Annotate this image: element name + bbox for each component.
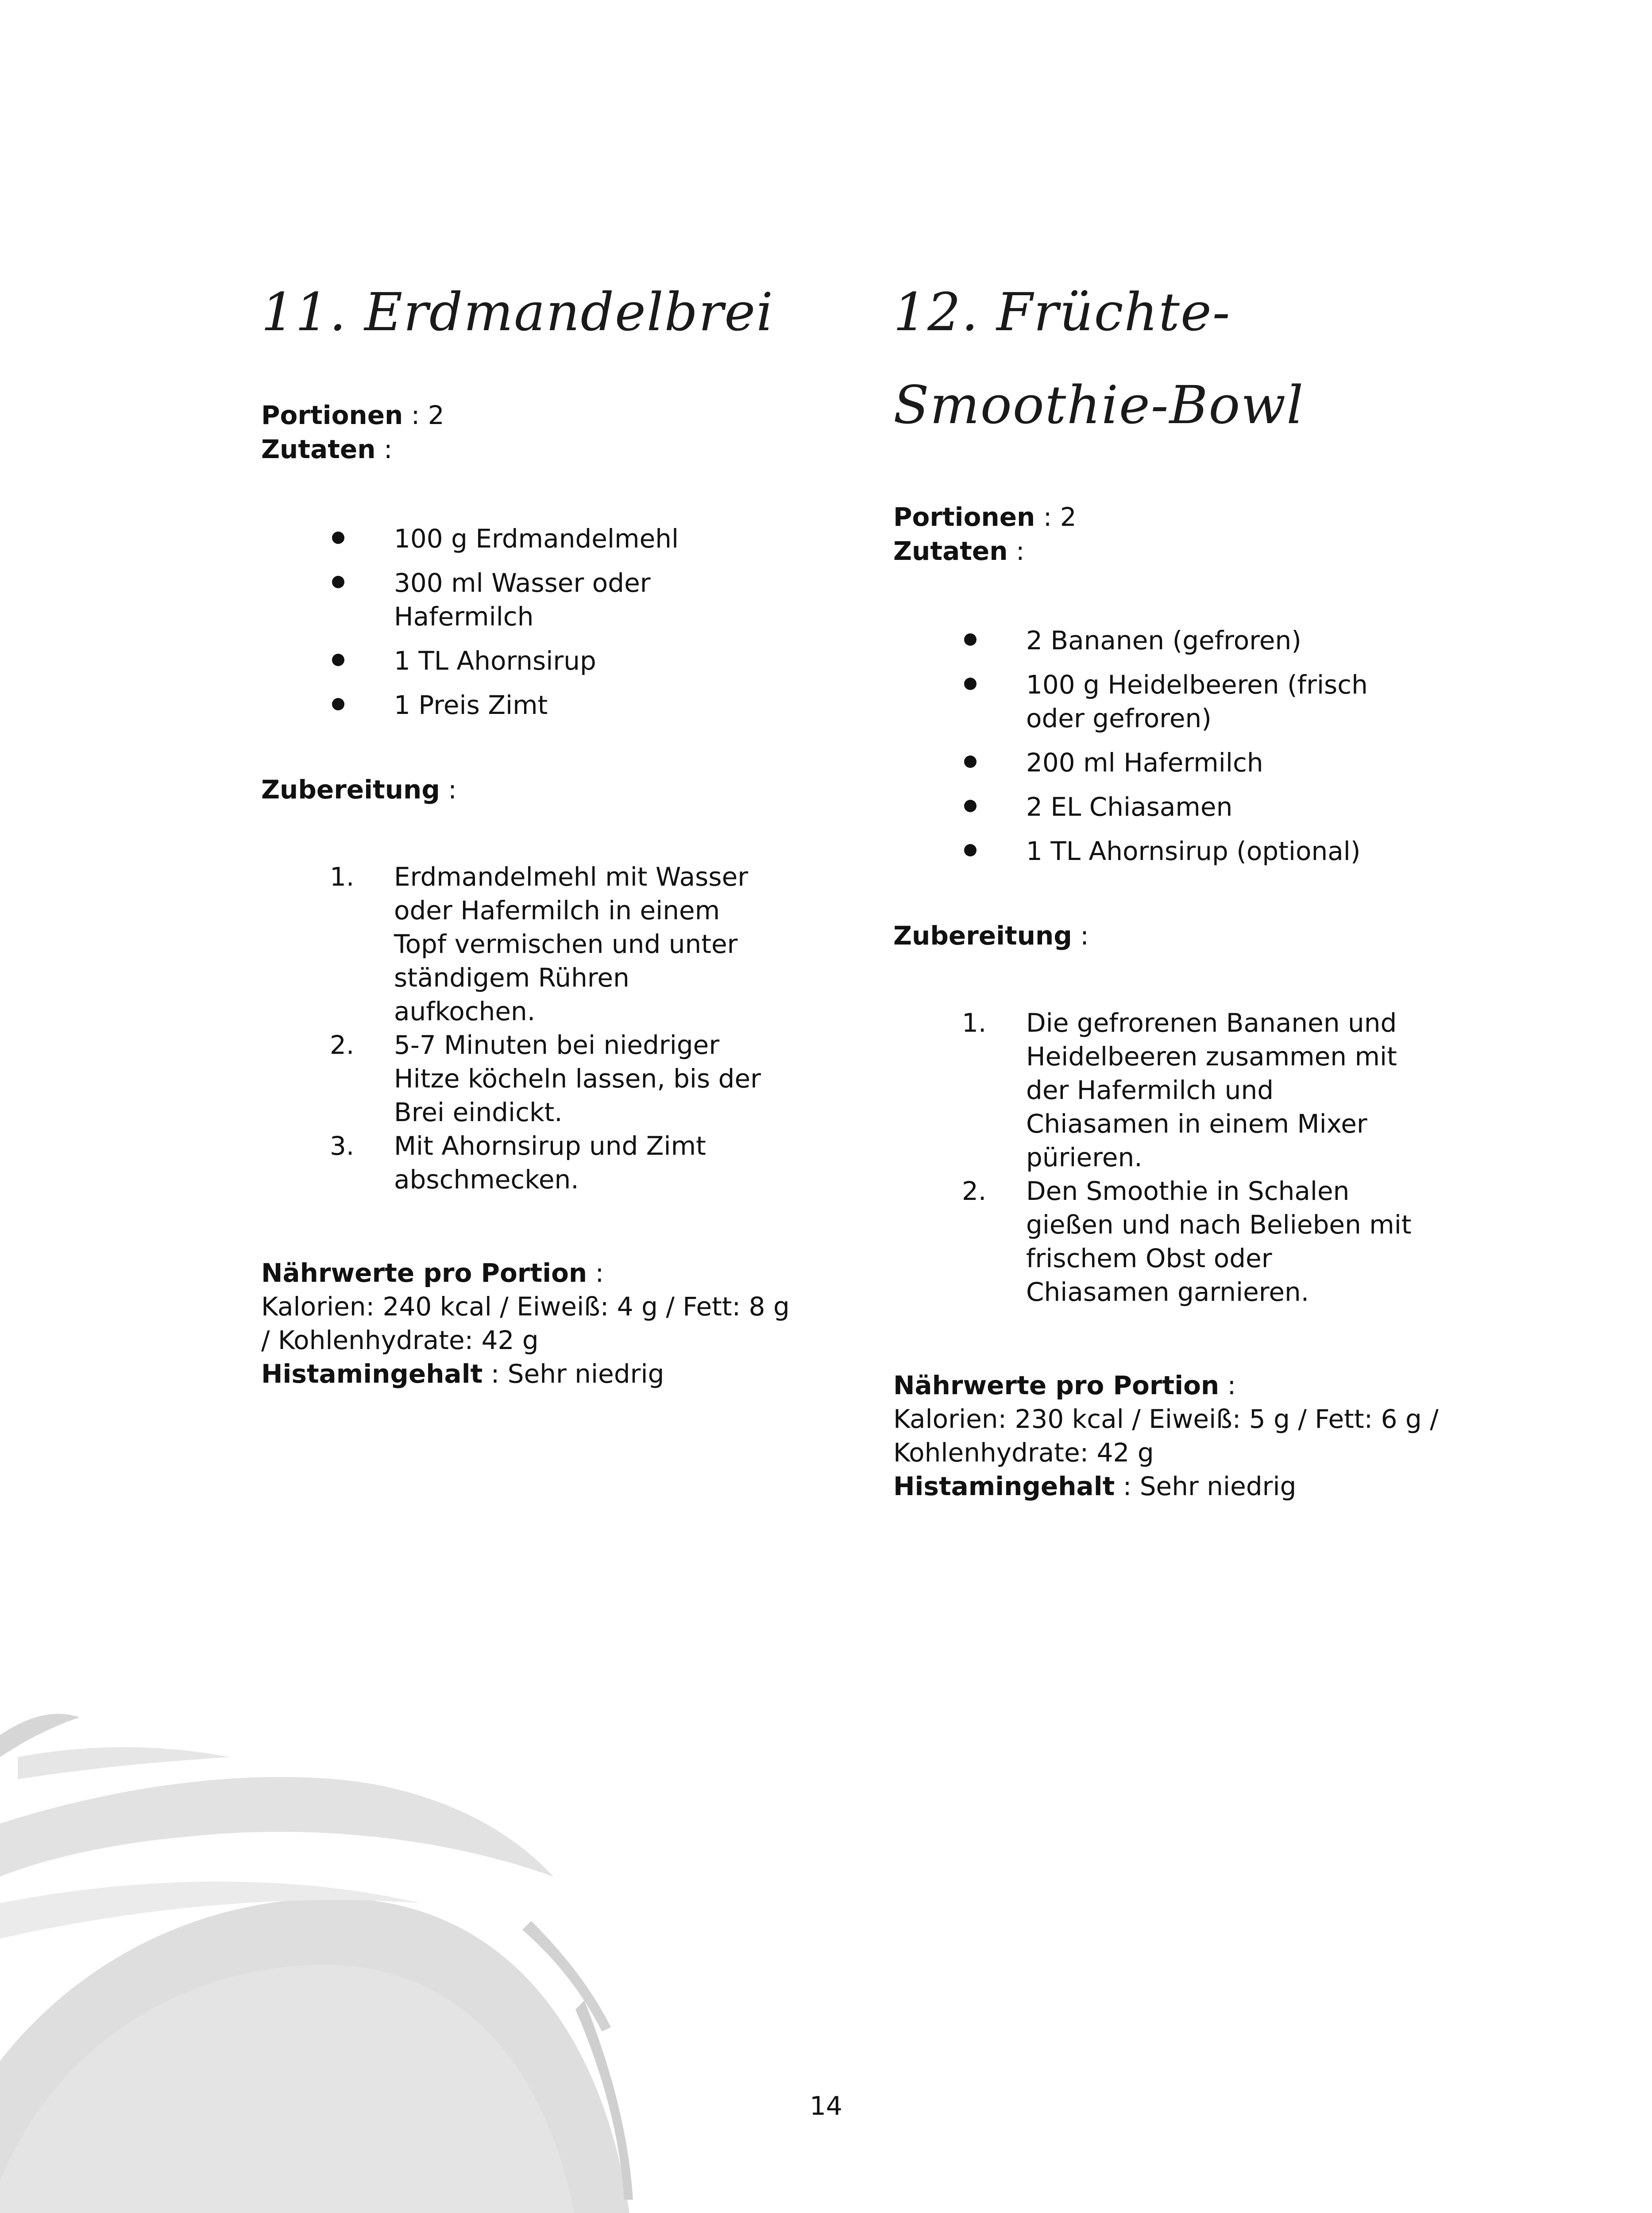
- histamine-line: [261, 1357, 792, 1391]
- bullet-icon: [964, 633, 977, 646]
- bullet-icon: [964, 678, 977, 690]
- ingredient-list: [893, 624, 1478, 868]
- ingredients-heading: Zutaten :: [893, 536, 1025, 566]
- ingredient-item: 100 g Erdmandelmehl: [261, 522, 792, 555]
- step-item: [893, 1174, 1416, 1309]
- preparation-label: Zubereitung: [893, 921, 1072, 951]
- nutrition-block: [893, 1369, 1478, 1503]
- nutrition-values: Kalorien: 240 kcal / Eiweiß: 4 g / Fett: 8 g / Kohlenhydrate: 42 g: [261, 1292, 790, 1355]
- step-item: [261, 1129, 775, 1196]
- page-number: 14: [810, 2091, 842, 2121]
- ingredient-item: 1 Preis Zimt: [261, 688, 792, 722]
- step-item: [893, 1006, 1416, 1174]
- histamine-value: : Sehr niedrig: [1115, 1471, 1297, 1501]
- bullet-icon: [332, 654, 344, 666]
- histamine-label: Histamingehalt: [261, 1359, 483, 1389]
- ingredient-item: 200 ml Hafermilch: [893, 746, 1424, 779]
- portions-label: Portionen: [261, 400, 403, 430]
- step-list: [261, 860, 792, 1196]
- ingredient-item: 2 Bananen (gefroren): [893, 624, 1424, 657]
- step-text: Den Smoothie in Schalen gießen und nach Belieben mit frischem Obst oder Chiasamen garnieren.: [1026, 1176, 1412, 1307]
- ingredients-label: Zutaten: [261, 434, 376, 464]
- step-text: Mit Ahornsirup und Zimt abschmecken.: [394, 1131, 706, 1195]
- ingredient-item: 300 ml Wasser oder Hafermilch: [261, 566, 792, 633]
- nutrition-block: [261, 1256, 792, 1391]
- step-item: [261, 1028, 775, 1129]
- bullet-icon: [332, 532, 344, 544]
- step-text: 5-7 Minuten bei niedriger Hitze köcheln lassen, bis der Brei eindickt.: [394, 1030, 761, 1127]
- bullet-icon: [332, 576, 344, 588]
- ingredients-heading: Zutaten :: [261, 434, 393, 464]
- ingredient-item: 1 TL Ahornsirup (optional): [893, 834, 1424, 868]
- portions-line: [261, 398, 792, 432]
- bullet-icon: [964, 800, 977, 812]
- ingredients-label: Zutaten: [893, 536, 1008, 566]
- nutrition-label: Nährwerte pro Portion: [893, 1370, 1220, 1400]
- portions-value: : 2: [1035, 502, 1077, 532]
- nutrition-label: Nährwerte pro Portion: [261, 1258, 587, 1288]
- ingredient-item: 100 g Heidelbeeren (frisch oder gefroren): [893, 668, 1424, 735]
- step-text: Erdmandelmehl mit Wasser oder Hafermilch in einem Topf vermischen und unter ständigem Rühren aufkochen.: [394, 862, 749, 1026]
- step-item: [261, 860, 775, 1028]
- bullet-icon: [332, 698, 344, 710]
- brush-stroke-decoration: [0, 1691, 664, 2213]
- recipe-title: 12. Früchte-Smoothie-Bowl: [893, 281, 1305, 436]
- ingredient-item: 2 EL Chiasamen: [893, 790, 1424, 824]
- histamine-label: Histamingehalt: [893, 1471, 1115, 1501]
- histamine-line: [893, 1469, 1478, 1503]
- nutrition-heading: Nährwerte pro Portion :: [893, 1370, 1236, 1400]
- portions-value: : 2: [403, 400, 444, 430]
- recipe-left: [261, 266, 792, 1391]
- histamine-value: : Sehr niedrig: [482, 1359, 664, 1389]
- portions-label: Portionen: [893, 502, 1035, 532]
- preparation-heading: Zubereitung :: [893, 921, 1089, 951]
- recipe-right: [893, 266, 1478, 1503]
- nutrition-heading: Nährwerte pro Portion :: [261, 1258, 604, 1288]
- preparation-heading: Zubereitung :: [261, 775, 457, 805]
- step-number: 3.: [330, 1131, 355, 1161]
- bullet-icon: [964, 756, 977, 768]
- preparation-label: Zubereitung: [261, 775, 440, 805]
- bullet-icon: [964, 844, 977, 856]
- nutrition-values: Kalorien: 230 kcal / Eiweiß: 5 g / Fett: 6 g / Kohlenhydrate: 42 g: [893, 1404, 1439, 1468]
- step-text: Die gefrorenen Bananen und Heidelbeeren zusammen mit der Hafermilch und Chiasamen in einem Mixer pürieren.: [1026, 1008, 1397, 1172]
- ingredient-item: 1 TL Ahornsirup: [261, 644, 792, 678]
- step-number: 1.: [962, 1008, 987, 1038]
- step-number: 2.: [962, 1176, 987, 1206]
- step-number: 1.: [330, 862, 355, 892]
- ingredient-list: [261, 522, 792, 722]
- portions-line: [893, 500, 1478, 534]
- step-number: 2.: [330, 1030, 355, 1060]
- recipe-title: 11. Erdmandelbrei: [261, 281, 774, 343]
- step-list: [893, 1006, 1478, 1309]
